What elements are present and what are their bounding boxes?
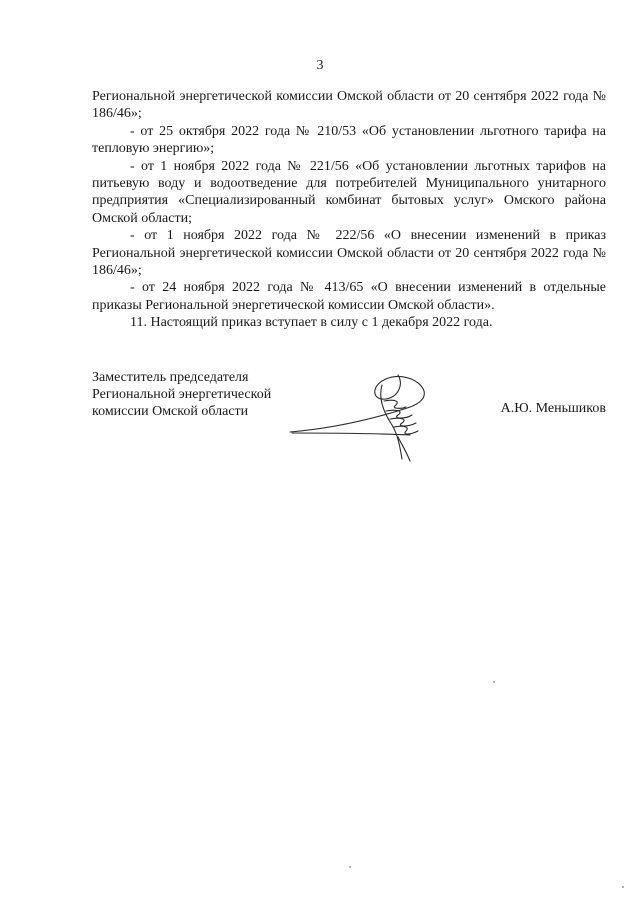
scan-speck [493,681,495,683]
handwritten-signature-icon [286,355,446,470]
signatory-title-line: комиссии Омской области [92,404,249,419]
signatory-title [92,369,312,420]
paragraph-continuation: Региональной энергетической комиссии Омской области от 20 сентября 2022 года № 186/46»; [92,89,606,122]
paragraph-item-water-tariffs: - от 1 ноября 2022 года № 221/56 «Об установлении льготных тарифов на питьевую воду и водоотведение для потребителей Муниципального унитарного предприятия «Специализированный комбинат бытовых услуг» Омского района Омской области; [92,158,606,226]
page-number: 3 [316,58,324,73]
signatory-name: А.Ю. Меньшиков [500,401,606,416]
paragraph-effective-date: 11. Настоящий приказ вступает в силу с 1 декабря 2022 года. [130,315,493,331]
document-body [92,88,606,332]
scan-speck [622,886,624,888]
signatory-title-line: Заместитель председателя [92,370,249,385]
paragraph-item-amendments-413: - от 24 ноября 2022 года № 413/65 «О внесении изменений в отдельные приказы Региональной энергетической комиссии Омской области». [92,280,606,313]
paragraph-item-heat-tariff: - от 25 октября 2022 года № 210/53 «Об установлении льготного тарифа на тепловую энергию»; [92,123,606,157]
scan-speck [349,866,351,868]
paragraph-item-amendment-186: - от 1 ноября 2022 года № 222/56 «О внесении изменений в приказ Региональной энергетической комиссии Омской области от 20 сентября 2022 года № 186/46»; [92,228,606,279]
signatory-title-line: Региональной энергетической [92,387,272,402]
